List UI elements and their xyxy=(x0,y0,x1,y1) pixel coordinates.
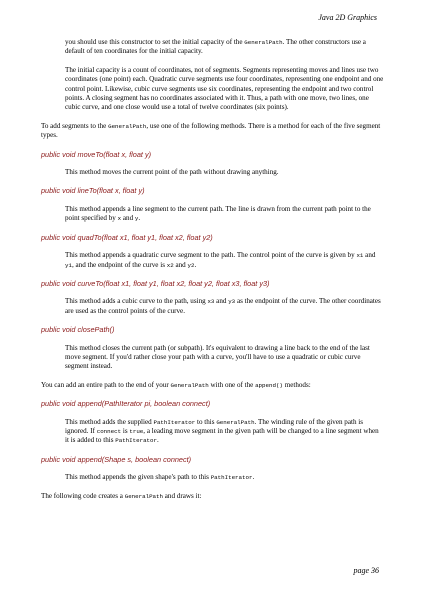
page-content xyxy=(41,38,384,510)
running-header: Java 2D Graphics xyxy=(318,13,377,22)
method-signature-quadto: public void quadTo(float x1, float y1, float x2, float y2) xyxy=(41,232,213,242)
method-signature-moveto: public void moveTo(float x, float y) xyxy=(41,149,152,159)
paragraph-add-segments: To add segments to the GeneralPath, use one of the following methods. There is a method for each of the five segment types. xyxy=(41,121,381,140)
method-signature-append-pathiterator: public void append(PathIterator pi, boolean connect) xyxy=(41,399,211,409)
method-desc-append-pathiterator: This method adds the supplied PathIterator to this GeneralPath. The winding rule of the given path is ignored. If connect is true, a leading move segment in the given path will be changed to a line segment when it is added to this PathIterator. xyxy=(65,417,379,445)
paragraph-code-intro: The following code creates a GeneralPath and draws it: xyxy=(41,491,202,500)
method-desc-lineto: This method appends a line segment to the current path. The line is drawn from the current path point to the point specified by x and y. xyxy=(65,204,371,223)
paragraph-append-intro: You can add an entire path to the end of your GeneralPath with one of the append() methods: xyxy=(41,380,311,389)
method-desc-curveto: This method adds a cubic curve to the path, using x3 and y3 as the endpoint of the curve. The other coordinates are used as the control points of the curve. xyxy=(65,297,381,315)
method-signature-lineto: public void lineTo(float x, float y) xyxy=(41,186,145,196)
method-signature-append-shape: public void append(Shape s, boolean connect) xyxy=(41,454,192,464)
method-desc-quadto: This method appends a quadratic curve segment to the path. The control point of the curve is given by x1 and y1, and the endpoint of the curve is x2 and y2. xyxy=(65,251,376,269)
page-number: page 36 xyxy=(353,566,379,575)
paragraph-initial-capacity-detail: The initial capacity is a count of coordinates, not of segments. Segments representing moves and lines use two coordinates (one point) each. Quadratic curve segments use four coordinates, representing one endpoint and one control point. Likewise, cubic curve segments use six coordinates, representing the endpoint and two control points. A closing segment has no coordinates associated with it. Thus, a path with one move, two lines, one cubic curve, and one close would use a total of twelve coordinates (six points). xyxy=(65,65,384,112)
method-desc-moveto: This method moves the current point of the path without drawing anything. xyxy=(65,168,279,177)
paragraph-initial-capacity-intro: you should use this constructor to set the initial capacity of the GeneralPath. The other constructors use a default of ten coordinates for the initial capacity. xyxy=(65,38,366,56)
method-desc-closepath: This method closes the current path (or subpath). It's equivalent to drawing a line back to the end of the last move segment. If you'd rather close your path with a curve, you'll have to use a quadratic or cubic curve segment instead. xyxy=(65,343,370,371)
method-signature-curveto: public void curveTo(float x1, float y1, float x2, float y2, float x3, float y3) xyxy=(41,278,270,288)
method-desc-append-shape: This method appends the given shape's path to this PathIterator. xyxy=(65,473,255,482)
method-signature-closepath: public void closePath() xyxy=(41,325,115,335)
